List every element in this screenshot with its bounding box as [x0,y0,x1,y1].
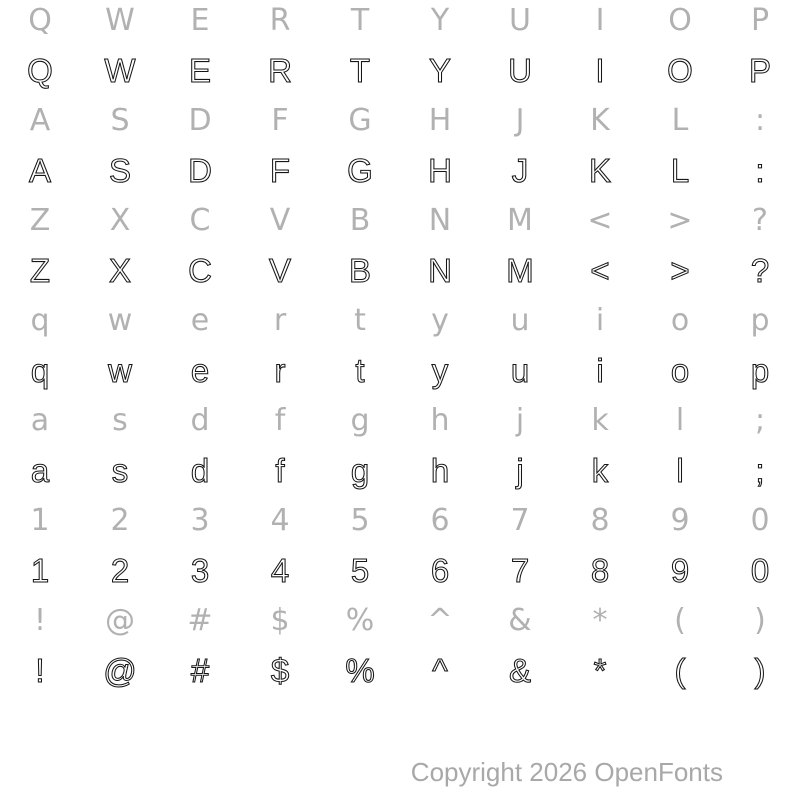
glyph-cell: 2 [110,503,130,538]
glyph-cell: 5 [350,552,370,589]
glyph-cell: N [428,203,452,238]
glyph-cell: a [30,452,50,489]
glyph-cell: K [588,152,611,189]
glyph-cell: E [188,52,211,89]
glyph-cell: q [30,352,50,389]
glyph-cell: F [271,103,289,138]
glyph-cell: U [509,3,531,38]
glyph-cell: ( [674,652,686,689]
glyph-cell: 4 [270,552,290,589]
glyph-cell: N [428,252,452,289]
glyph-cell: * [593,652,607,689]
glyph-cell: @ [103,652,137,689]
glyph-cell: @ [105,603,135,638]
glyph-row-uppercase-home-preview [0,146,800,196]
glyph-cell: R [269,3,291,38]
glyph-cell: ! [35,652,45,689]
glyph-cell: 5 [350,503,370,538]
glyph-cell: O [667,52,693,89]
glyph-cell: s [112,403,128,438]
glyph-cell: l [675,403,685,438]
glyph-cell: ; [754,403,766,438]
glyph-cell: : [755,152,765,189]
glyph-cell: Q [27,52,53,89]
glyph-cell: f [275,452,285,489]
glyph-row-uppercase-qwerty-reference [0,0,800,46]
glyph-cell: B [348,252,371,289]
glyph-cell: P [748,52,771,89]
glyph-row-uppercase-bottom-reference [0,196,800,246]
glyph-cell: * [592,603,608,638]
glyph-cell: % [345,652,375,689]
glyph-cell: Z [29,203,51,238]
glyph-cell: M [506,252,534,289]
glyph-cell: j [515,403,525,438]
glyph-cell: & [508,652,531,689]
glyph-cell: e [190,352,210,389]
glyph-cell: > [670,252,690,289]
glyph-cell: p [750,352,770,389]
glyph-cell: C [188,252,212,289]
glyph-cell: 1 [30,503,50,538]
glyph-cell: ? [750,252,770,289]
glyph-cell: y [431,303,449,338]
glyph-row-uppercase-home-reference [0,96,800,146]
glyph-row-lowercase-home-reference [0,396,800,446]
glyph-cell: 1 [30,552,50,589]
glyph-cell: 0 [750,552,770,589]
glyph-cell: Y [430,3,450,38]
glyph-cell: 3 [190,552,210,589]
glyph-cell: 9 [670,503,690,538]
glyph-cell: h [430,452,450,489]
glyph-row-symbols-reference [0,596,800,646]
glyph-cell: u [510,352,530,389]
glyph-cell: 9 [670,552,690,589]
glyph-cell: s [111,452,129,489]
glyph-cell: < [587,203,613,238]
glyph-cell: 3 [190,503,210,538]
glyph-cell: o [670,352,690,389]
glyph-cell: J [511,152,529,189]
glyph-cell: w [107,303,133,338]
glyph-cell: ; [755,452,765,489]
glyph-cell: r [273,303,287,338]
glyph-cell: U [508,52,532,89]
glyph-cell: k [591,403,609,438]
glyph-cell: R [268,52,292,89]
glyph-cell: X [108,252,131,289]
copyright-text: Copyright 2026 OpenFonts [410,757,723,787]
glyph-cell: M [507,203,533,238]
glyph-cell: G [347,152,373,189]
glyph-cell: w [108,352,132,389]
glyph-row-digits-preview [0,546,800,596]
glyph-cell: r [274,352,286,389]
glyph-cell: 2 [110,552,130,589]
glyph-cell: H [428,152,452,189]
glyph-cell: X [109,203,131,238]
glyph-cell: 7 [510,503,530,538]
glyph-cell: f [274,403,286,438]
glyph-cell: G [348,103,372,138]
glyph-cell: V [268,252,291,289]
glyph-row-digits-reference [0,496,800,546]
glyph-cell: S [108,152,131,189]
glyph-row-uppercase-bottom-preview [0,246,800,296]
glyph-cell: ) [754,652,766,689]
glyph-cell: T [350,3,370,38]
glyph-row-symbols-preview [0,646,800,696]
glyph-cell: ) [754,603,766,638]
glyph-cell: 0 [750,503,770,538]
glyph-cell: I [595,3,605,38]
glyph-cell: k [591,452,609,489]
glyph-cell: ^ [432,652,448,689]
glyph-cell: ! [33,603,47,638]
glyph-cell: ( [674,603,686,638]
glyph-cell: t [355,352,365,389]
glyph-cell: 4 [270,503,290,538]
glyph-cell: y [431,352,449,389]
glyph-cell: # [190,652,210,689]
glyph-cell: W [104,52,136,89]
glyph-cell: 6 [430,503,450,538]
glyph-cell: o [670,303,690,338]
glyph-cell: $ [270,603,290,638]
glyph-cell: > [667,203,693,238]
glyph-cell: 8 [590,503,610,538]
glyph-cell: L [670,152,690,189]
glyph-cell: P [750,3,770,38]
glyph-cell: K [590,103,610,138]
glyph-cell: 8 [590,552,610,589]
glyph-cell: 6 [430,552,450,589]
glyph-cell: D [188,152,212,189]
glyph-cell: i [596,352,604,389]
glyph-cell: Q [28,3,52,38]
glyph-cell: t [354,303,366,338]
glyph-cell: d [190,452,210,489]
glyph-cell: D [188,103,212,138]
glyph-cell: C [189,203,211,238]
glyph-cell: S [110,103,130,138]
glyph-row-uppercase-qwerty-preview [0,46,800,96]
glyph-cell: A [28,152,51,189]
glyph-row-lowercase-home-preview [0,446,800,496]
glyph-cell: e [190,303,210,338]
glyph-cell: % [345,603,375,638]
glyph-cell: a [30,403,50,438]
glyph-cell: q [30,303,50,338]
glyph-cell: g [350,452,370,489]
glyph-cell: ? [752,203,768,238]
glyph-cell: F [269,152,291,189]
glyph-cell: L [671,103,689,138]
glyph-cell: A [29,103,51,138]
glyph-cell: < [590,252,610,289]
glyph-row-lowercase-qwerty-reference [0,296,800,346]
glyph-cell: O [668,3,692,38]
glyph-cell: T [349,52,371,89]
glyph-cell: ^ [427,603,453,638]
glyph-cell: H [428,103,452,138]
glyph-cell: I [595,52,605,89]
glyph-cell: V [269,203,291,238]
glyph-cell: d [190,403,210,438]
glyph-cell: # [187,603,213,638]
glyph-cell: 7 [510,552,530,589]
glyph-row-lowercase-qwerty-preview [0,346,800,396]
glyph-cell: h [430,403,450,438]
glyph-cell: p [750,303,770,338]
glyph-cell: i [595,303,605,338]
glyph-cell: g [350,403,370,438]
glyph-cell: l [676,452,684,489]
glyph-cell: $ [270,652,290,689]
glyph-cell: u [510,303,530,338]
glyph-cell: Y [428,52,451,89]
glyph-cell: & [508,603,532,638]
glyph-cell: W [105,3,135,38]
glyph-cell: J [515,103,525,138]
glyph-cell: : [754,103,766,138]
glyph-cell: Z [29,252,51,289]
glyph-cell: B [349,203,371,238]
glyph-cell: j [516,452,524,489]
glyph-cell: E [190,3,210,38]
